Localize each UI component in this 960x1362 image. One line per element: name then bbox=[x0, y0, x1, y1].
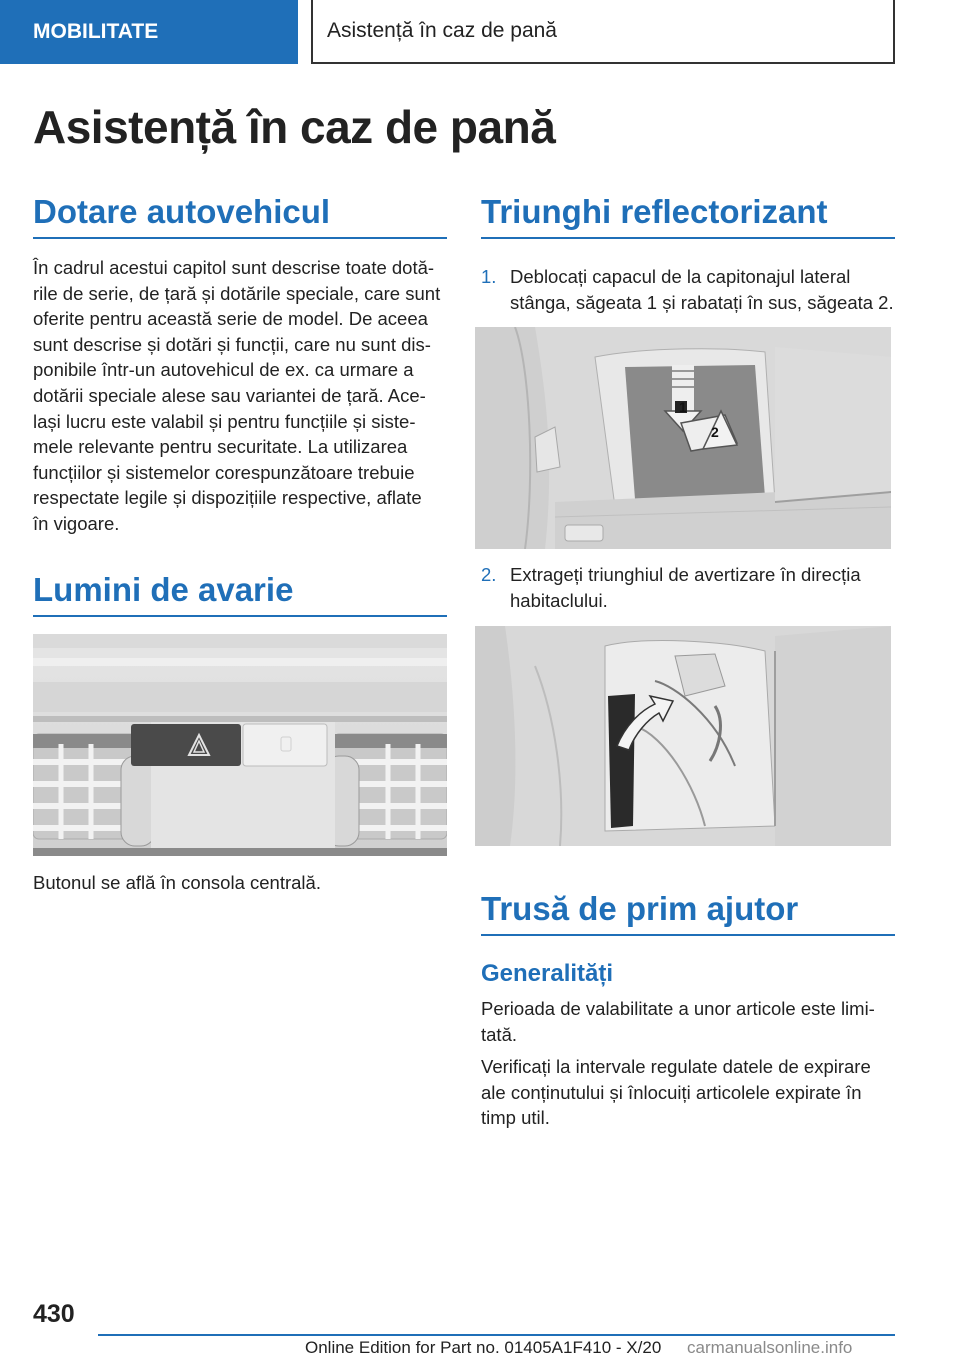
equipment-paragraph bbox=[33, 255, 453, 537]
text-line: Perioada de valabilitate a unor articole este limi‐ bbox=[481, 998, 875, 1019]
header-chapter-box bbox=[311, 0, 895, 64]
hazard-button-figure bbox=[33, 634, 447, 856]
step-text bbox=[510, 562, 861, 613]
section-title-warning-triangle: Triunghi reflectorizant bbox=[481, 193, 895, 239]
triangle-extract-figure bbox=[475, 626, 891, 846]
section-title-equipment: Dotare autovehicul bbox=[33, 193, 447, 239]
text-line: tată. bbox=[481, 1023, 517, 1045]
footer-edition: Online Edition for Part no. 01405A1F410 - X/20 bbox=[305, 1338, 662, 1357]
text-line: sunt descrise și dotări și funcții, care nu sunt dis‐ bbox=[33, 333, 431, 355]
step-2 bbox=[481, 562, 901, 614]
trunk-compartment-illustration bbox=[475, 626, 891, 846]
arrow-label-1: 1 bbox=[679, 399, 687, 415]
text-line: în vigoare. bbox=[33, 512, 120, 534]
watermark: carmanualsonline.info bbox=[687, 1338, 853, 1357]
page-number: 430 bbox=[33, 1300, 75, 1328]
text-line: stânga, săgeata 1 și rabatați în sus, săgeata 2. bbox=[510, 291, 894, 313]
step-text bbox=[510, 264, 894, 315]
text-line: Verificați la intervale regulate datele de expirare bbox=[481, 1056, 871, 1077]
section-title-first-aid-kit: Trusă de prim ajutor bbox=[481, 890, 895, 936]
page-title: Asistență în caz de pană bbox=[33, 101, 556, 153]
text-line: timp util. bbox=[481, 1107, 550, 1129]
text-line: respectate legile și dispozițiile respective, aflate bbox=[33, 487, 422, 509]
section-title-hazard-lights: Lumini de avarie bbox=[33, 571, 447, 617]
text-line: funcțiilor și sistemelor corespunzătoare trebuie bbox=[33, 461, 415, 483]
step-number: 2. bbox=[481, 564, 497, 585]
hazard-caption: Butonul se află în consola centrală. bbox=[33, 872, 321, 893]
step-number: 1. bbox=[481, 266, 497, 287]
panel-unlock-figure bbox=[475, 327, 891, 549]
arrow-label-2: 2 bbox=[711, 424, 719, 440]
hazard-console-illustration bbox=[33, 634, 447, 856]
text-line: rile de serie, de țară și dotările speciale, care sunt bbox=[33, 282, 441, 304]
text-line: ale conținutului și înlocuiți articolele expirate în bbox=[481, 1081, 862, 1103]
header-section-label: MOBILITATE bbox=[33, 20, 159, 43]
footer-divider bbox=[98, 1334, 895, 1336]
subsection-title-general: Generalități bbox=[481, 960, 614, 987]
step-1 bbox=[481, 264, 901, 316]
text-line: Deblocați capacul de la capitonajul lateral bbox=[510, 266, 851, 287]
text-line: lași lucru este valabil și pentru funcțiile și siste‐ bbox=[33, 410, 416, 432]
header-section-tab bbox=[0, 0, 298, 64]
text-line: dotării speciale alese sau variantei de țară. Ace‐ bbox=[33, 384, 426, 406]
text-line: ponibile într-un autovehicul de ex. ca urmare a bbox=[33, 359, 414, 381]
first-aid-paragraph-1 bbox=[481, 996, 901, 1047]
header-chapter-label: Asistență în caz de pană bbox=[327, 19, 557, 42]
text-line: Extrageți triunghiul de avertizare în direcția bbox=[510, 564, 861, 585]
first-aid-paragraph-2 bbox=[481, 1054, 901, 1131]
side-panel-illustration bbox=[475, 327, 891, 549]
text-line: În cadrul acestui capitol sunt descrise toate dotă‐ bbox=[33, 257, 435, 278]
text-line: habitaclului. bbox=[510, 589, 608, 611]
text-line: oferite pentru această serie de model. De aceea bbox=[33, 308, 428, 330]
text-line: mele relevante pentru securitate. La utilizarea bbox=[33, 436, 408, 458]
